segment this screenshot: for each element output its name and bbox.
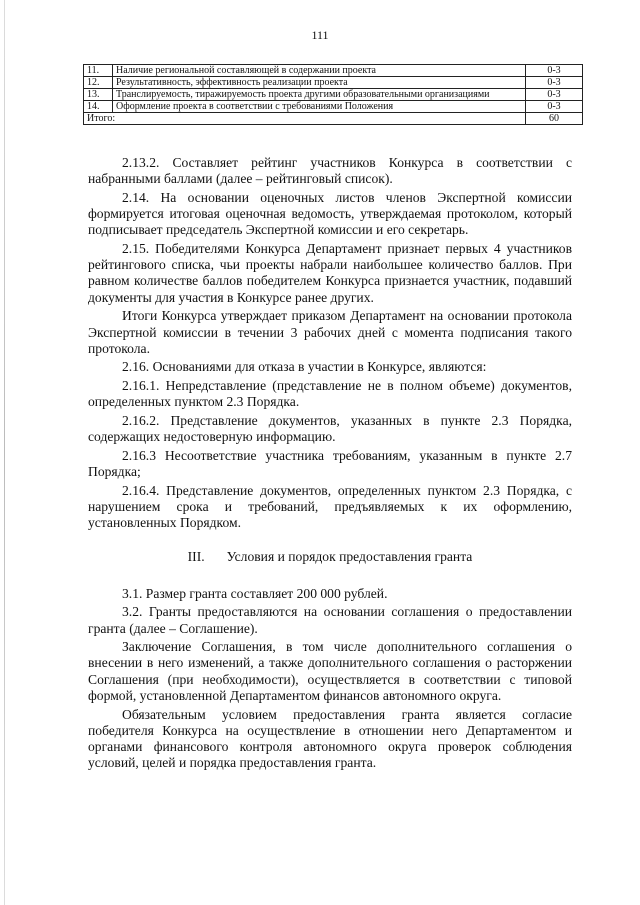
criterion-text: Наличие региональной составляющей в содержании проекта (113, 65, 526, 77)
page-number: 111 (311, 28, 329, 42)
document-body (88, 155, 572, 774)
table-row (84, 77, 583, 89)
criterion-score: 0-3 (526, 101, 583, 113)
paragraph-2-16-4: 2.16.4. Представление документов, определенных пунктом 2.3 Порядка, с нарушением срока и требований, предъявляемых к их оформлению, установленных Порядком. (88, 482, 572, 531)
total-row (84, 113, 583, 125)
section-title: Условия и порядок предоставления гранта (226, 549, 473, 565)
criterion-text: Результативность, эффективность реализации проекта (113, 77, 526, 89)
table-row (84, 65, 583, 77)
paragraph-2-13-2: 2.13.2. Составляет рейтинг участников Конкурса в соответствии с набранными баллами (далее – рейтинговый список). (88, 155, 572, 187)
scan-edge (4, 0, 5, 905)
paragraph-2-16-3: 2.16.3 Несоответствие участника требованиям, указанным в пункте 2.7 Порядка; (88, 447, 572, 480)
criterion-score: 0-3 (526, 77, 583, 89)
criterion-text: Оформление проекта в соответствии с требованиями Положения (113, 101, 526, 113)
criteria-table (83, 64, 583, 125)
total-value: 60 (526, 113, 583, 125)
paragraph-condition: Обязательным условием предоставления гранта является согласие победителя Конкурса на осуществление в отношении него Департаментом и органами финансового контроля автономного округа проверок соблюдения условий, целей и порядка предоставления гранта. (88, 706, 572, 771)
paragraph-3-1: 3.1. Размер гранта составляет 200 000 рублей. (122, 585, 388, 601)
table-row (84, 89, 583, 101)
row-number: 13. (84, 89, 113, 101)
table-row (84, 101, 583, 113)
criterion-score: 0-3 (526, 65, 583, 77)
criterion-text: Транслируемость, тиражируемость проекта другими образовательными организациями (113, 89, 526, 101)
row-number: 14. (84, 101, 113, 113)
paragraph-2-16-2: 2.16.2. Представление документов, указанных в пункте 2.3 Порядка, содержащих недостоверную информацию. (88, 413, 572, 445)
paragraph-2-16-1: 2.16.1. Непредставление (представление не в полном объеме) документов, определенных пунктом 2.3 Порядка. (88, 378, 572, 410)
section-heading (88, 549, 572, 565)
total-label: Итого: (84, 113, 526, 125)
paragraph-2-16: 2.16. Основаниями для отказа в участии в Конкурсе, являются: (122, 359, 487, 375)
row-number: 11. (84, 65, 113, 77)
paragraph-2-14: 2.14. На основании оценочных листов членов Экспертной комиссии формируется итоговая оценочная ведомость, утверждаемая протоколом, который подписывает председатель Экспертной комиссии и его секретарь. (88, 189, 572, 238)
section-roman: III. (187, 549, 205, 565)
paragraph-2-15: 2.15. Победителями Конкурса Департамент признает первых 4 участников рейтингового списка, чьи проекты набрали наибольшее количество баллов. При равном количестве баллов победителем Конкурса признается участник, подавший документы для участия в Конкурсе ранее других. (88, 241, 572, 305)
criterion-score: 0-3 (526, 89, 583, 101)
row-number: 12. (84, 77, 113, 89)
paragraph-results: Итоги Конкурса утверждает приказом Департамент на основании протокола Экспертной комиссии в течении 3 рабочих дней с момента подписания такого протокола. (88, 308, 572, 356)
paragraph-3-2: 3.2. Гранты предоставляются на основании соглашения о предоставлении гранта (далее – Соглашение). (88, 604, 572, 636)
paragraph-agreement: Заключение Соглашения, в том числе дополнительного соглашения о внесении в него изменений, а также дополнительного соглашения о расторжении Соглашения (при необходимости), осуществляется в соответствии с типовой формой, установленной Департаментом финансов автономного округа. (88, 639, 572, 703)
